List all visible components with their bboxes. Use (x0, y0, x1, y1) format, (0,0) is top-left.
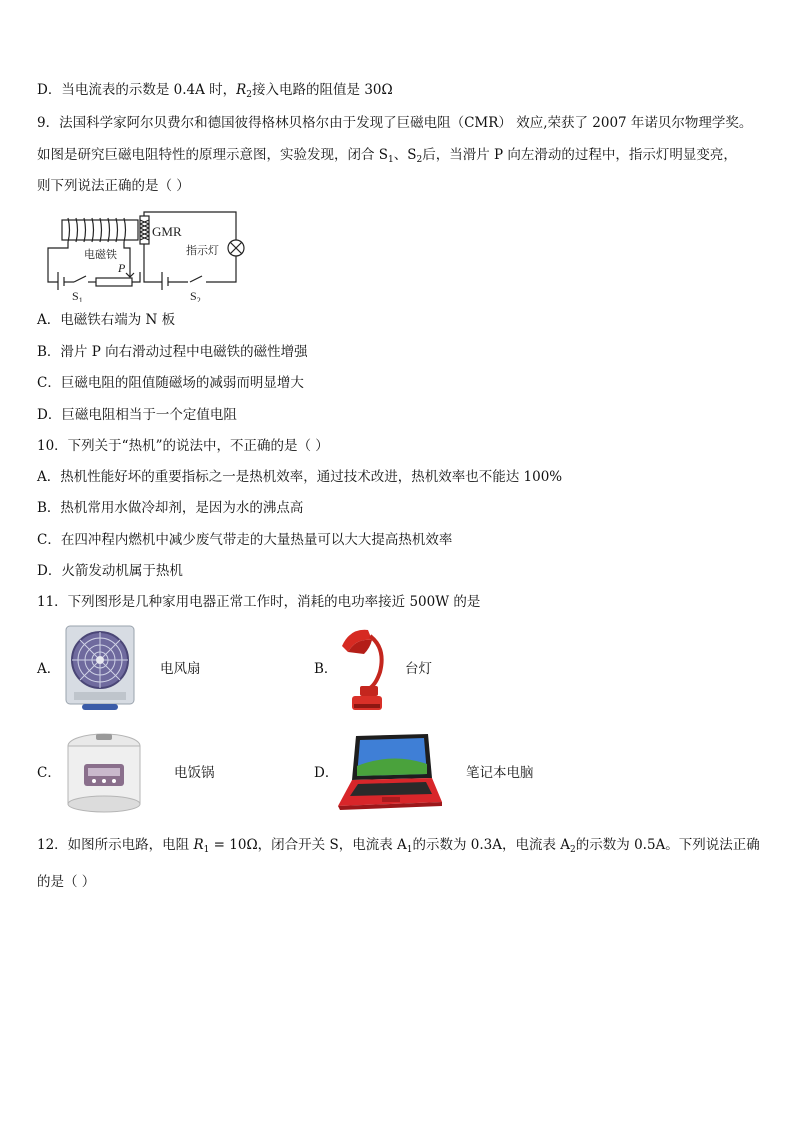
q12-stem-text: ，闭合开关 S，电流表 A (257, 837, 407, 853)
q9-stem-line3: 则下列说法正确的是（ ） (37, 178, 190, 194)
q12-stem-line2: 的是（ ） (37, 874, 96, 890)
q11-option-c-letter: C． (37, 765, 61, 781)
q10-option-a: A．热机性能好坏的重要指标之一是热机效率，通过技术改进，热机效率也不能达 100% (37, 469, 563, 485)
switch1-blade (74, 276, 86, 282)
q11-option-a-name: 电风扇 (160, 661, 201, 677)
q11-stem: 11．下列图形是几种家用电器正常工作时，消耗的电功率接近 500W 的是 (37, 594, 481, 610)
q10-option-c: C．在四冲程内燃机中减少废气带走的大量热量可以大大提高热机效率 (37, 532, 453, 548)
ammeter-subscript: 2 (570, 845, 576, 855)
desk-lamp-icon (336, 624, 392, 712)
q9-stem-text: 如图是研究巨磁电阻特性的原理示意图，实验发现，闭合 S (37, 147, 389, 163)
switch2-blade (190, 276, 202, 282)
q9-option-b: B．滑片 P 向右滑动过程中电磁铁的磁性增强 (37, 344, 308, 360)
q9-stem-line2 (37, 145, 737, 170)
q9-stem-line1: 9．法国科学家阿尔贝费尔和德国彼得格林贝格尔由于发现了巨磁电阻（CMR） 效应,荣获了 2007 年诺贝尔物理学奖。 (37, 115, 753, 131)
slider-label: P (118, 261, 126, 275)
electromagnet-label: 电磁铁 (84, 249, 117, 261)
electromagnet-coil (68, 218, 126, 242)
resistor-symbol: R (236, 82, 247, 98)
resistor-subscript: 1 (203, 845, 210, 855)
electric-fan-icon (62, 624, 138, 712)
q12-stem-text: 的示数为 0.3A，电流表 A (412, 837, 571, 853)
switch2-label: $S_2$ (190, 289, 201, 302)
switch-subscript: 2 (416, 155, 423, 165)
gmr-circuit-diagram (40, 210, 250, 302)
resistor-value: = 10Ω (209, 837, 258, 853)
rice-cooker-icon (60, 728, 148, 816)
q10-option-b: B．热机常用水做冷却剂，是因为水的沸点高 (37, 500, 304, 516)
q11-option-a-letter: A． (37, 661, 61, 677)
gmr-label: GMR (152, 224, 182, 239)
q8-option-d-text-end: 接入电路的阻值是 30Ω (252, 82, 393, 98)
q9-option-a: A．电磁铁右端为 N 板 (37, 312, 176, 328)
q10-stem: 10．下列关于“热机”的说法中，不正确的是（ ） (37, 438, 329, 454)
resistor-subscript: 2 (246, 90, 253, 100)
laptop-icon (336, 730, 444, 814)
q8-option-d-text: D．当电流表的示数是 0.4A 时， (37, 82, 237, 98)
q9-option-d: D．巨磁电阻相当于一个定值电阻 (37, 407, 237, 423)
q11-option-d-letter: D． (314, 765, 339, 781)
rheostat (96, 278, 132, 286)
q11-option-b-letter: B． (314, 661, 338, 677)
q8-option-d (37, 80, 393, 105)
lamp-label: 指示灯 (186, 245, 219, 257)
switch-subscript: 1 (388, 155, 394, 165)
ammeter-subscript: 1 (406, 845, 413, 855)
q9-option-c: C．巨磁电阻的阻值随磁场的减弱而明显增大 (37, 375, 304, 391)
q12-stem-text: 12．如图所示电路，电阻 (37, 837, 194, 853)
q11-option-d-name: 笔记本电脑 (466, 765, 534, 781)
q12-stem-text: 的示数为 0.5A。下列说法正确 (575, 837, 760, 853)
q9-stem-text: 后，当滑片 P 向左滑动的过程中，指示灯明显变亮， (422, 147, 737, 163)
q10-option-d: D．火箭发动机属于热机 (37, 563, 183, 579)
q9-stem-text: 、S (393, 147, 417, 163)
q12-stem-line1 (37, 835, 760, 860)
resistor-symbol: R (193, 837, 204, 853)
q11-option-b-name: 台灯 (405, 661, 432, 677)
electromagnet-core (62, 220, 138, 240)
q11-option-c-name: 电饭锅 (174, 765, 215, 781)
switch1-label: $S_1$ (72, 289, 83, 302)
